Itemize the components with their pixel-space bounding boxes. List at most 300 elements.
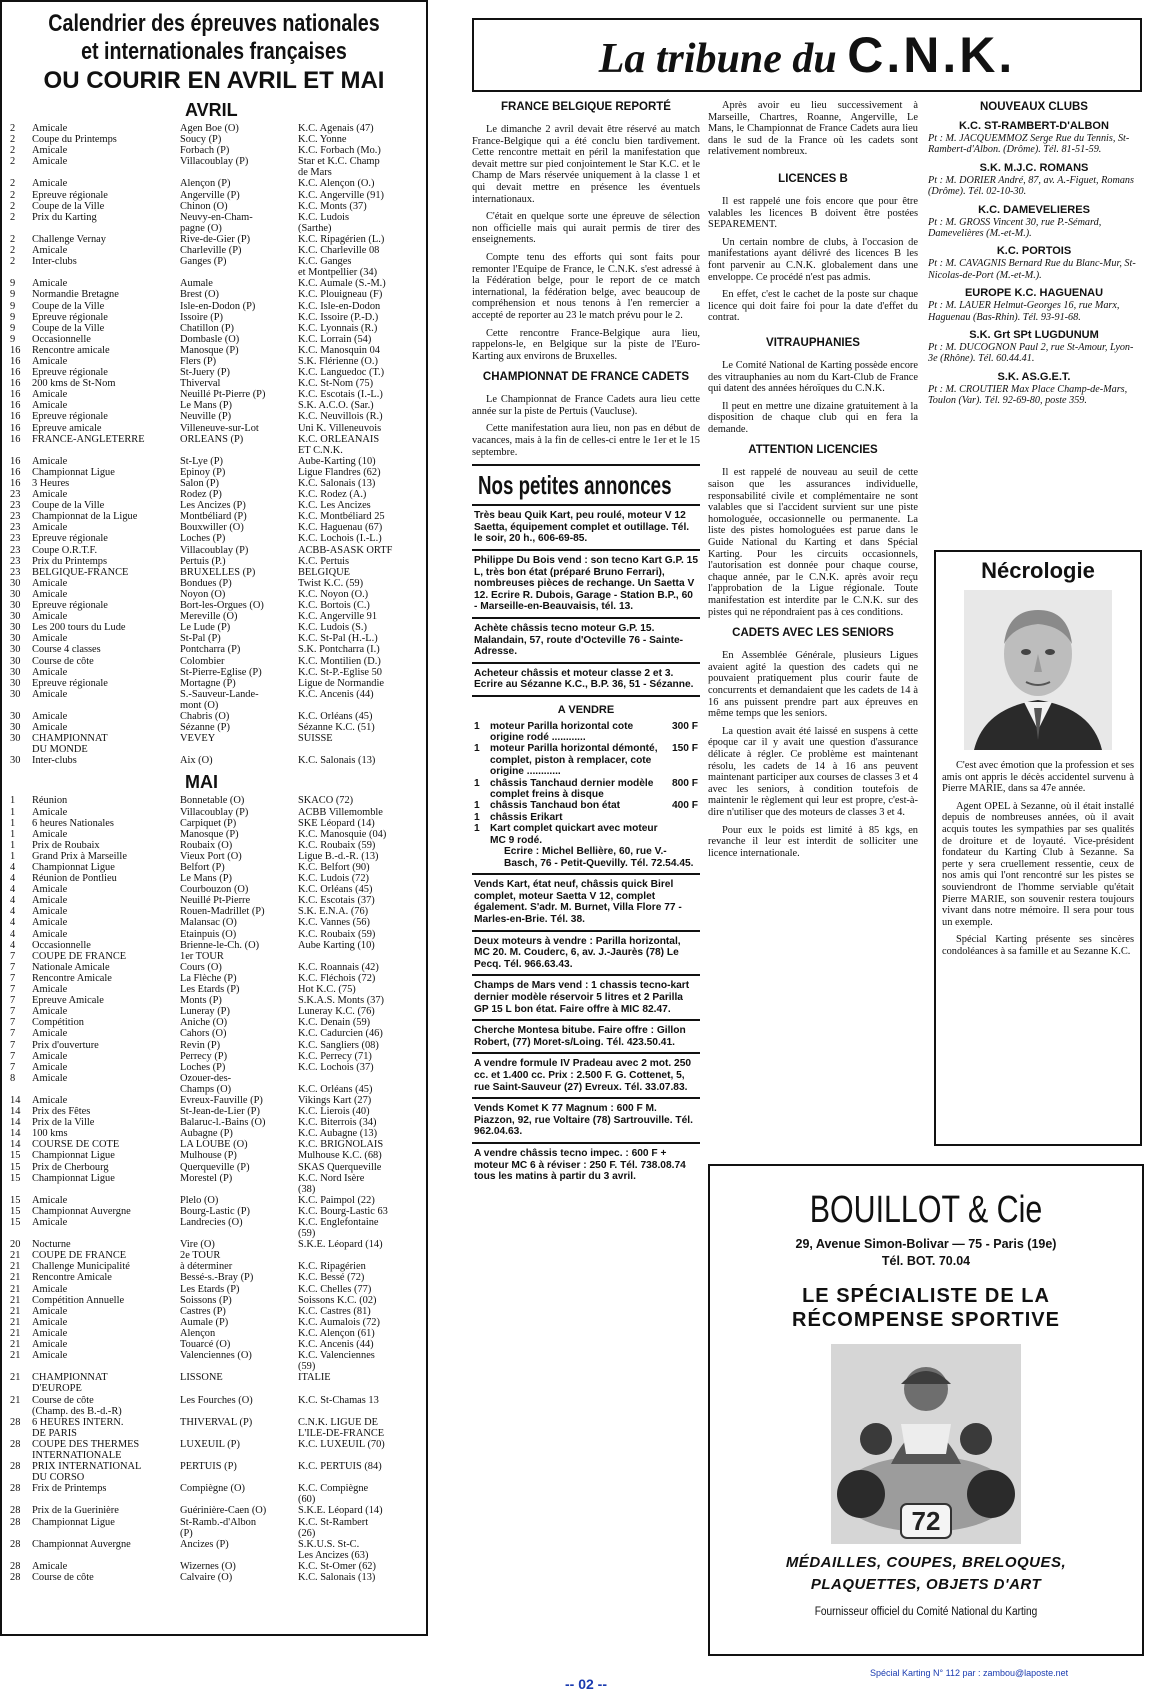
calendar-date: 9 [10, 311, 16, 323]
calendar-location: Aubagne (P) [180, 1128, 233, 1140]
calendar-date: 23 [10, 511, 21, 523]
a-vendre-price: 150 F [671, 743, 698, 755]
calendar-location: Soissons (P) [180, 1294, 232, 1306]
calendar-event: Championnat de la Ligue [32, 511, 138, 523]
calendar-club [298, 1073, 418, 1084]
calendar-date [10, 1550, 32, 1561]
calendar-event: Challenge Vernay [32, 233, 106, 245]
paragraph: C'était en quelque sorte une épreuve de sélection non officielle mais qui aurait permis de tirer des enseignements. [472, 211, 700, 246]
column-3 [708, 100, 918, 1150]
calendar-event: Course de côte [32, 655, 94, 667]
calendar-location: Chatillon (P) [180, 322, 234, 334]
calendar-row [10, 1328, 418, 1339]
calendar-date: 23 [10, 533, 21, 545]
a-vendre-qty: 1 [474, 720, 480, 732]
calendar-event [32, 700, 180, 711]
calendar-event: Prix des Fêtes [32, 1106, 91, 1118]
calendar-row [10, 178, 418, 189]
calendar-row [10, 1250, 418, 1261]
calendar-row [10, 744, 418, 755]
kart-photo [831, 1344, 1021, 1544]
calendar-event: Prix de Cherbourg [32, 1161, 109, 1173]
calendar-club: et Montpellier (34) [298, 267, 378, 279]
calendar-date: 4 [10, 884, 16, 896]
calendar-row [10, 818, 418, 829]
tribune-header [472, 18, 1142, 92]
calendar-event: Coupe de la Ville [32, 322, 105, 334]
calendar-row [10, 167, 418, 178]
calendar-club: K.C. Aubagne (13) [298, 1128, 378, 1140]
calendar-club: S.K.U.S. St-C. [298, 1538, 360, 1550]
article-cadets-seniors [708, 650, 918, 859]
calendar-date [10, 1528, 32, 1539]
calendar-event: Amicale [32, 455, 68, 467]
calendar-location: Bondues (P) [180, 577, 232, 589]
calendar-date: 21 [10, 1394, 21, 1406]
calendar-date [10, 267, 32, 278]
a-vendre-item [474, 778, 698, 801]
calendar-club: K.C. Roubaix (59) [298, 928, 376, 940]
calendar-club [298, 1406, 418, 1417]
calendar-date [10, 1450, 32, 1461]
calendar-date: 21 [10, 1250, 21, 1262]
calendar-location: Vieux Port (O) [180, 850, 242, 862]
club-name: S.K. Grt SPt LUGDUNUM [969, 329, 1099, 342]
calendar-date: 2 [10, 189, 16, 201]
calendar-club: K.C. Bourg-Lastic 63 [298, 1205, 388, 1217]
calendar-date: 9 [10, 278, 16, 290]
calendar-date: 20 [10, 1239, 21, 1251]
calendar-event: DE PARIS [32, 1427, 77, 1439]
calendar-event: DU CORSO [32, 1472, 85, 1484]
calendar-club: S.K. Pontcharra (I.) [298, 644, 380, 656]
calendar-row [10, 578, 418, 589]
calendar-club: K.C. Yonne [298, 134, 347, 146]
calendar-event: Amicale [32, 355, 68, 367]
calendar-location: Carpiquet (P) [180, 817, 237, 829]
calendar-date: 9 [10, 333, 16, 345]
calendar-location: Neuillé Pt-Pierre (P) [180, 389, 266, 401]
a-vendre-price: 300 F [671, 720, 698, 732]
calendar-row [10, 862, 418, 873]
bouillot-slogan-1: LE SPÉCIALISTE DE LA [802, 1285, 1050, 1307]
paragraph: Le Championnat de France Cadets aura lieu cette année sur la piste de Pertuis (Vaucluse). [472, 394, 700, 417]
calendar-event: Prix du Karting [32, 211, 97, 223]
calendar-location: pagne (O) [180, 222, 222, 234]
calendar-row [10, 1084, 418, 1095]
calendar-club: K.C. Angerville 91 [298, 611, 378, 623]
calendar-club: K.C. Biterrois (34) [298, 1117, 377, 1129]
calendar-location: Plelo (O) [180, 1194, 219, 1206]
calendar-event: Amicale [32, 806, 68, 818]
calendar-row [10, 1395, 418, 1406]
a-vendre-contact: Ecrire : Michel Bellière, 60, rue V.-Basch, 76 - Petit-Quevilly. Tél. 72.54.45. [504, 846, 694, 869]
calendar-date [10, 1406, 32, 1417]
a-vendre-price: 400 F [671, 800, 698, 812]
calendar-location: St-Pierre-Eglise (P) [180, 666, 262, 678]
calendar-date [10, 1228, 32, 1239]
calendar-row [10, 478, 418, 489]
calendar-table-avril [10, 123, 418, 766]
calendar-club: K.C. Fléchois (72) [298, 972, 376, 984]
calendar-club: K.C. Rodez (A.) [298, 489, 367, 501]
calendar-club: ET C.N.K. [298, 444, 343, 456]
calendar-date: 16 [10, 411, 21, 423]
ad-item: Très beau Quik Kart, peu roulé, moteur V 12 Saetta, équipement complet et outillage. Tél. le soir, 20 h., 606-69-85. [472, 504, 700, 549]
calendar-club: Soissons K.C. (02) [298, 1294, 377, 1306]
calendar-club: Star et K.C. Champ [298, 156, 380, 168]
calendar-event: Amicale [32, 1050, 68, 1062]
calendar-event: Amicale [32, 123, 68, 134]
calendar-date: 4 [10, 862, 16, 873]
calendar-row [10, 1117, 418, 1128]
calendar-event: Amicale [32, 722, 68, 734]
calendar-date: 30 [10, 588, 21, 600]
article-vitrauphanies [708, 360, 918, 436]
calendar-club: SKAS Querqueville [298, 1161, 382, 1173]
club-name: K.C. DAMEVELIERES [978, 203, 1090, 216]
page-number: -- 02 -- [565, 1676, 607, 1692]
calendar-club: K.C. Salonais (13) [298, 1572, 376, 1583]
calendar-date: 4 [10, 895, 16, 907]
calendar-date: 9 [10, 322, 16, 334]
calendar-event: Prix de la Guerinière [32, 1505, 119, 1517]
calendar-row [10, 689, 418, 700]
calendar-date: 16 [10, 466, 21, 478]
calendar-date: 1 [10, 850, 16, 862]
calendar-row [10, 500, 418, 511]
ad-item: Champs de Mars vend : 1 chassis tecno-kart dernier modèle réservoir 5 litres et 2 Parilla GP 15 L bon état. Faire offre à MIC 82.47. [472, 974, 700, 1019]
a-vendre-item [474, 743, 698, 777]
calendar-club: BELGIQUE [298, 566, 350, 578]
calendar-club [298, 1472, 418, 1483]
calendar-event: Amicale [32, 984, 68, 996]
calendar-event: (Champ. des B.-d.-R) [32, 1405, 122, 1417]
calendar-row [10, 1350, 418, 1361]
calendar-event: COUPE DE FRANCE [32, 1250, 127, 1262]
calendar-row [10, 289, 418, 300]
calendar-location [180, 1550, 298, 1561]
paragraph: Il est rappelé de nouveau au seuil de cette saison que les assurances individuelle, responsabilité civile et complémentaire ne sont valables que si l'accident survient sur une piste homologuée, occasionnelle ou permanente. La liste des pistes homologuées est parue dans le Guide National du Karting et dans Spécial Karting. Pour les circuits occasionnels, l'autorisation est donnée pour chaque course, chaque année, par le C.N.K. après avoir reçu l'approbation de la Ligue régionale. Toute manifestation est interdite par le C.N.K. sur des pistes qui ne répondraient pas à ces conditions. [708, 467, 918, 618]
calendar-location: Villacoublay (P) [180, 806, 249, 818]
calendar-row [10, 1272, 418, 1283]
paragraph: Cette rencontre France-Belgique aura lieu, rappelons-le, en Belgique sur la piste de l'Euro-Karting aux environs de Bruxelles. [472, 327, 700, 362]
calendar-location: Bourg-Lastic (P) [180, 1205, 250, 1217]
calendar-club: S.K. Flérienne (O.) [298, 355, 378, 367]
bouillot-address: 29, Avenue Simon-Bolivar — 75 - Paris (19e) [795, 1237, 1057, 1251]
calendar-row [10, 1217, 418, 1228]
calendar-club: K.C. Orléans (45) [298, 1083, 373, 1095]
calendar-club: Twist K.C. (59) [298, 577, 364, 589]
calendar-date: 15 [10, 1205, 21, 1217]
club-details: Pt : M. LAUER Helmut-Georges 16, rue Marx, Haguenau (Bas-Rhin). Tél. 93-91-68. [928, 300, 1120, 323]
calendar-club: ACBB-ASASK ORTF [298, 544, 393, 556]
calendar-date: 4 [10, 939, 16, 951]
credit-line: Spécial Karting N° 112 par : zambou@laposte.net [870, 1668, 1069, 1678]
calendar-event: Amicale [32, 389, 68, 401]
calendar-location: Charleville (P) [180, 245, 242, 257]
calendar-location: Aix (O) [180, 755, 213, 767]
calendar-row [10, 545, 418, 556]
calendar-date: 30 [10, 655, 21, 667]
calendar-event: Amicale [32, 577, 68, 589]
calendar-event: Inter-clubs [32, 256, 77, 268]
paragraph: Pour eux le poids est limité à 85 kgs, en revanche il leur est interdit de solliciter une licence internationale. [708, 824, 918, 859]
club-name: K.C. PORTOIS [996, 245, 1072, 258]
calendar-club [298, 1250, 418, 1261]
calendar-club: K.C. Montilien (D.) [298, 655, 381, 667]
tribune-cnk: C.N.K. [847, 27, 1016, 83]
calendar-club: K.C. Paimpol (22) [298, 1194, 375, 1206]
calendar-location: Rodez (P) [180, 489, 222, 501]
calendar-event: Epreuve amicale [32, 422, 102, 434]
heading-vitrauphanies: VITRAUPHANIES [766, 336, 860, 349]
calendar-row [10, 906, 418, 917]
calendar-club: Hot K.C. (75) [298, 984, 356, 996]
calendar-club: L'ILE-DE-FRANCE [298, 1427, 385, 1439]
calendar-club: K.C. Ludois (S.) [298, 622, 367, 634]
calendar-location: Chabris (O) [180, 710, 230, 722]
calendar-event: Réunion de Pontlieu [32, 873, 117, 885]
calendar-event: Amicale [32, 489, 68, 501]
paragraph: Après avoir eu lieu successivement à Marseille, Chartres, Roanne, Angerville, Le Mans, le Championnat de France Cadets aura lieu dans le sud de la France où les cadets sont relativement nombreux. [708, 100, 918, 158]
calendar-club: de Mars [298, 167, 332, 179]
calendar-location: Mortagne (P) [180, 677, 236, 689]
a-vendre-price [658, 812, 698, 823]
calendar-location: Alençon (P) [180, 178, 231, 190]
calendar-club: K.C. Haguenau (67) [298, 522, 383, 534]
calendar-club: K.C. Englefontaine [298, 1217, 379, 1228]
calendar-event: Amicale [32, 828, 68, 840]
calendar-event: Frix de Printemps [32, 1483, 107, 1495]
calendar-event: Amicale [32, 245, 68, 257]
calendar-club: K.C. ORLEANAIS [298, 433, 380, 445]
article-attention-licencies [708, 467, 918, 618]
calendar-location: THIVERVAL (P) [180, 1416, 253, 1428]
calendar-location [180, 167, 298, 178]
calendar-event: Coupe de la Ville [32, 500, 105, 512]
calendar-date: 28 [10, 1516, 21, 1528]
calendar-location: Touarcé (O) [180, 1339, 231, 1351]
calendar-club: K.C. Montbéliard 25 [298, 511, 385, 523]
calendar-location: Sézanne (P) [180, 722, 230, 734]
calendar-date: 1 [10, 795, 16, 807]
calendar-date: 7 [10, 961, 16, 973]
calendar-location: Roubaix (O) [180, 839, 233, 851]
calendar-location: Thiverval [180, 378, 221, 390]
calendar-club: Mulhouse K.C. (68) [298, 1150, 382, 1162]
calendar-date: 16 [10, 478, 21, 489]
calendar-row [10, 201, 418, 212]
calendar-event: Amicale [32, 884, 68, 896]
calendar-club: K.C. Forbach (Mo.) [298, 145, 381, 157]
ad-item: Philippe Du Bois vend : son tecno Kart G.P. 15 L, très bon état (préparé Bruno Ferrari), nombreuses pièces de rechange. Un Saetta V 12. Ecrire R. Dubois, Garage - Station B.P., 60 - Marseille-en-Beauvaisis, tél. 13. [472, 549, 700, 617]
a-vendre-qty: 1 [474, 811, 480, 823]
calendar-event: Challenge Municipalité [32, 1261, 130, 1273]
calendar-row [10, 840, 418, 851]
calendar-location: Manosque (P) [180, 344, 239, 356]
calendar-row [10, 984, 418, 995]
calendar-location: Evreux-Fauville (P) [180, 1094, 263, 1106]
calendar-date: 28 [10, 1438, 21, 1450]
calendar-location [180, 1494, 298, 1505]
calendar-event: COUPE DES THERMES [32, 1438, 140, 1450]
calendar-row [10, 829, 418, 840]
calendar-event: Amicale [32, 1283, 68, 1295]
calendar-event: Course de côte [32, 1394, 94, 1406]
nouveaux-clubs [928, 100, 1140, 407]
heading-cadets-seniors: CADETS AVEC LES SENIORS [732, 627, 894, 640]
calendar-date: 14 [10, 1094, 21, 1106]
calendar-location: Ancizes (P) [180, 1538, 229, 1550]
calendar-row [10, 334, 418, 345]
calendar-date: 7 [10, 1017, 16, 1029]
calendar-location: Revin (P) [180, 1039, 221, 1051]
calendar-club: (59) [298, 1228, 316, 1240]
paragraph: Compte tenu des efforts qui sont faits pour remonter l'Equipe de France, le C.N.K. s'est adressé à la Fédération belge, pour le report de ce match international, la fédération belge, avec beaucoup de compréhension et nous tenons à l'en remercier a accepté de reporter au 23 le match prévu pour le 2. [472, 251, 700, 321]
calendar-date: 21 [10, 1339, 21, 1351]
calendar-location: Loches (P) [180, 1061, 226, 1073]
calendar-event: Amicale [32, 1061, 68, 1073]
bouillot-phone: Tél. BOT. 70.04 [881, 1254, 971, 1268]
calendar-club: (59) [298, 1361, 316, 1373]
paragraph: Il est rappelé une fois encore que pour être valables les licences B doivent être postées SEPAREMENT. [708, 195, 918, 231]
a-vendre-item [474, 812, 698, 823]
calendar-location: Villeneuve-sur-Lot [180, 422, 259, 434]
calendar-club: Vikings Kart (27) [298, 1094, 372, 1106]
calendar-row [10, 667, 418, 678]
calendar-club: K.C. Belfort (90) [298, 862, 370, 873]
calendar-event: Amicale [32, 633, 68, 645]
calendar-date: 15 [10, 1217, 21, 1228]
calendar-row [10, 1162, 418, 1173]
calendar-club: K.C. Aumale (S.-M.) [298, 278, 386, 290]
calendar-date: 16 [10, 433, 21, 445]
calendar-event: Compétition [32, 1017, 84, 1029]
calendar-club: K.C. St-Pal (H.-L.) [298, 633, 378, 645]
calendar-event: Coupe du Printemps [32, 134, 117, 146]
month-avril: AVRIL [185, 100, 238, 120]
calendar-event: FRANCE-ANGLETERRE [32, 433, 145, 445]
calendar-date: 15 [10, 1194, 21, 1206]
calendar-location: (P) [180, 1527, 193, 1539]
month-mai: MAI [185, 772, 218, 793]
calendar-event: Championnat Auvergne [32, 1538, 131, 1550]
calendar-location: St-Ramb.-d'Albon [180, 1516, 257, 1528]
calendar-date: 14 [10, 1106, 21, 1118]
calendar-location: Wizernes (O) [180, 1560, 236, 1572]
calendar-date: 1 [10, 839, 16, 851]
calendar-row [10, 356, 418, 367]
calendar-club: K.C. Manosquin 04 [298, 344, 380, 356]
calendar-location: BRUXELLES (P) [180, 566, 256, 578]
calendar-club: K.C. Roannais (42) [298, 961, 379, 973]
calendar-event: Amicale [32, 178, 68, 190]
bouillot-name: BOUILLOT & Cie [809, 1189, 1043, 1231]
calendar-date [10, 445, 32, 456]
calendar-event [32, 1528, 180, 1539]
calendar-location: Brest (O) [180, 289, 219, 301]
calendar-location: ORLEANS (P) [180, 433, 244, 445]
calendar-location: Chinon (O) [180, 200, 228, 212]
calendar-event: Amicale [32, 1217, 68, 1228]
calendar-club: K.C. Valenciennes [298, 1350, 375, 1362]
calendar-row [10, 600, 418, 611]
calendar-event: Epreuve Amicale [32, 995, 104, 1007]
calendar-location: Balaruc-l.-Bains (O) [180, 1117, 266, 1129]
calendar-event: Normandie Bretagne [32, 289, 119, 301]
calendar-club: K.C. Languedoc (T.) [298, 367, 385, 379]
calendar-row [10, 378, 418, 389]
calendar-location: Forbach (P) [180, 145, 230, 157]
heading-attention-licencies: ATTENTION LICENCIES [748, 444, 878, 457]
calendar-location: Ozouer-des- [180, 1072, 232, 1084]
a-vendre-item [474, 823, 698, 846]
calendar-title-2: et internationales françaises [81, 38, 347, 65]
a-vendre-price: 800 F [671, 777, 698, 789]
calendar-event: Coupe O.R.T.F. [32, 544, 98, 556]
calendar-event: Amicale [32, 400, 68, 412]
calendar-date: 30 [10, 677, 21, 689]
calendar-row [10, 467, 418, 478]
calendar-row [10, 1195, 418, 1206]
calendar-date: 7 [10, 1061, 16, 1073]
calendar-event: Amicale [32, 1094, 68, 1106]
a-vendre-desc: châssis Tanchaud bon état [490, 800, 621, 812]
calendar-club: S.K.A.S. Monts (37) [298, 995, 385, 1007]
calendar-row [10, 973, 418, 984]
calendar-event: 100 kms [32, 1128, 68, 1140]
calendar-row [10, 511, 418, 522]
calendar-event: Amicale [32, 928, 68, 940]
calendar-location [180, 1472, 298, 1483]
calendar-club: K.C. Orléans (45) [298, 710, 373, 722]
calendar-event: Amicale [32, 145, 68, 157]
calendar-event: Epreuve régionale [32, 189, 108, 201]
calendar-event: 6 heures Nationales [32, 817, 114, 829]
calendar-location: Aniche (O) [180, 1017, 228, 1029]
calendar-club: Ligue B.-d.-R. (13) [298, 850, 379, 862]
calendar-row [10, 367, 418, 378]
calendar-date: 23 [10, 522, 21, 534]
calendar-location: LUXEUIL (P) [180, 1438, 240, 1450]
calendar-event: Amicale [32, 1316, 68, 1328]
heading-licences-b: LICENCES B [778, 172, 848, 185]
calendar-date: 30 [10, 688, 21, 700]
calendar-row [10, 1483, 418, 1494]
calendar-event: DU MONDE [32, 744, 88, 756]
calendar-date: 1 [10, 817, 16, 829]
portrait-photo [964, 590, 1112, 750]
calendar-row [10, 700, 418, 711]
calendar-date: 16 [10, 389, 21, 401]
a-vendre-item [474, 800, 698, 811]
calendar-location: Bort-les-Orgues (O) [180, 600, 264, 612]
calendar-row [10, 190, 418, 201]
calendar-row [10, 995, 418, 1006]
calendar-date: 21 [10, 1372, 21, 1384]
calendar-club: K.C. Pertuis [298, 555, 350, 567]
calendar-location: Dombasle (O) [180, 333, 240, 345]
calendar-date: 1 [10, 828, 16, 840]
calendar-club: K.C. Lochois (37) [298, 1061, 374, 1073]
calendar-row [10, 1439, 418, 1450]
calendar-row [10, 1006, 418, 1017]
calendar-event: Prix de la Ville [32, 1117, 95, 1129]
calendar-subtitle: OU COURIR EN AVRIL ET MAI [43, 67, 385, 94]
paragraph: La question avait été laissé en suspens à cette époque car il y avait une question d'assurance délicate à régler. Ce problème est maintenant résolu, les cadets de 14 à 16 ans peuvent maintenant participer aux courses de classes 3 et 4 avec les seniors, à condition toutefois de maintenir le règlement qui leur est propre, c'est-à-dire n'utiliser que des moteurs de classes 3 et 4. [708, 725, 918, 818]
calendar-date: 30 [10, 666, 21, 678]
